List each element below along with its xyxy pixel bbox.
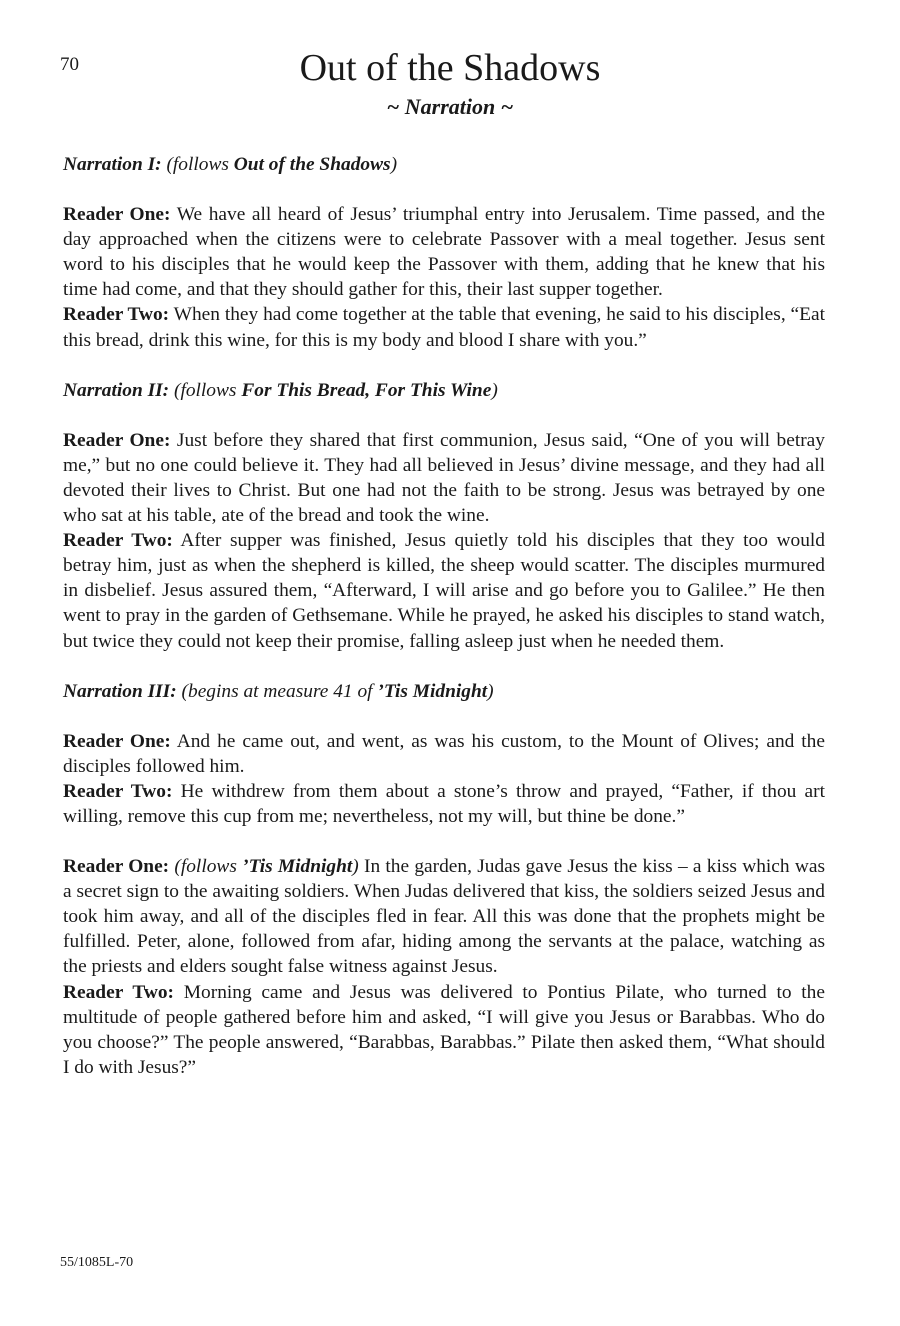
reader-text: In the garden, Judas gave Jesus the kiss – a kiss which was a secret sign to the awaiting soldiers. When Judas delivered that kiss, the soldiers seized Jesus and took him away, and all of the disciples fled in fear. All this was done that the prophets might be fulfilled. Peter, alone, followed from afar, hiding among the servants at the palace, watching as the priests and elders sought false witness against Jesus. (63, 856, 826, 978)
narration-2-reader-two (63, 528, 825, 653)
page-number: 70 (60, 54, 79, 75)
narration-3-heading (63, 679, 825, 704)
narration-3-reader-two-second (63, 980, 825, 1080)
speaker-label: Reader One: (63, 856, 170, 878)
reader-text: Just before they shared that first communion, Jesus said, “One of you will betray me,” but no one could believe it. They had all believed in Jesus’ divine message, and they had all devoted their lives to Christ. But one had not the faith to be strong. Jesus was betrayed by one who sat at his table, ate of the bread and took the wine. (63, 429, 825, 527)
cue-note (169, 856, 359, 877)
narration-3-reader-one (63, 729, 825, 779)
cue-note-pre: (follows (169, 856, 243, 878)
narration-2-song: For This Bread, For This Wine (241, 379, 492, 401)
narration-3-reader-two (63, 779, 825, 829)
speaker-label: Reader Two: (63, 981, 175, 1003)
narration-1-note-pre: (follows (161, 154, 234, 175)
narration-1-label: Narration I: (63, 154, 162, 175)
speaker-label: Reader Two: (63, 530, 173, 552)
narration-3-note-post: ) (487, 680, 494, 702)
reader-text: When they had come together at the table that evening, he said to his disciples, “Eat this bread, drink this wine, for this is my body and blood I share with you.” (63, 304, 825, 351)
speaker-label: Reader Two: (63, 780, 173, 802)
narration-1-reader-one (63, 202, 825, 302)
narration-1-song: Out of the Shadows (233, 154, 391, 175)
narration-2-label: Narration II: (63, 379, 170, 401)
reader-text: We have all heard of Jesus’ triumphal entry into Jerusalem. Time passed, and the day approached when the citizens were to celebrate Passover with a meal together. Jesus sent word to his disciples that he would keep the Passover with them, adding that he knew that his time had come, and that they should gather for this, their last supper together. (63, 204, 826, 301)
reader-text: And he came out, and went, as was his custom, to the Mount of Olives; and the disciples followed him. (63, 730, 825, 777)
narration-2-note-pre: (follows (169, 379, 242, 401)
cue-song: ’Tis Midnight (242, 856, 353, 878)
cue-note-post: ) (352, 856, 359, 878)
speaker-label: Reader Two: (63, 304, 170, 326)
page-title: Out of the Shadows (299, 47, 601, 89)
speaker-label: Reader One: (63, 429, 171, 451)
narration-2-heading (63, 378, 825, 403)
page-subtitle: ~ Narration ~ (386, 94, 514, 119)
narration-1-heading (63, 152, 825, 177)
narration-1-reader-two (63, 302, 825, 352)
speaker-label: Reader One: (63, 204, 171, 226)
reader-text: After supper was finished, Jesus quietly told his disciples that they too would betray him, just as when the shepherd is killed, the sheep would scatter. The disciples murmured in disbelief. Jesus assured them, “Afterward, I will arise and go before you to Galilee.” He then went to pray in the garden of Gethsemane. While he prayed, he asked his disciples to stand watch, but twice they could not keep their promise, falling asleep just when he needed them. (63, 530, 825, 652)
narration-3-song: ’Tis Midnight (377, 680, 488, 702)
narration-2-reader-one (63, 428, 825, 528)
narration-2-note-post: ) (491, 379, 498, 401)
narration-content (63, 152, 825, 1080)
reader-text: He withdrew from them about a stone’s throw and prayed, “Father, if thou art willing, remove this cup from me; nevertheless, not my will, but thine be done.” (63, 780, 825, 827)
narration-3-reader-one-second (63, 854, 825, 979)
narration-3-note-pre: (begins at measure 41 of (176, 680, 378, 702)
page-footer: 55/1085L-70 (60, 1255, 134, 1270)
reader-text: Morning came and Jesus was delivered to Pontius Pilate, who turned to the multitude of people gathered before him and asked, “I will give you Jesus or Barabbas. Who do you choose?” The people answered, “Barabbas, Barabbas.” Pilate then asked them, “What should I do with Jesus?” (63, 981, 825, 1078)
narration-3-label: Narration III: (63, 680, 177, 702)
speaker-label: Reader One: (63, 730, 171, 752)
narration-1-note-post: ) (390, 154, 398, 175)
